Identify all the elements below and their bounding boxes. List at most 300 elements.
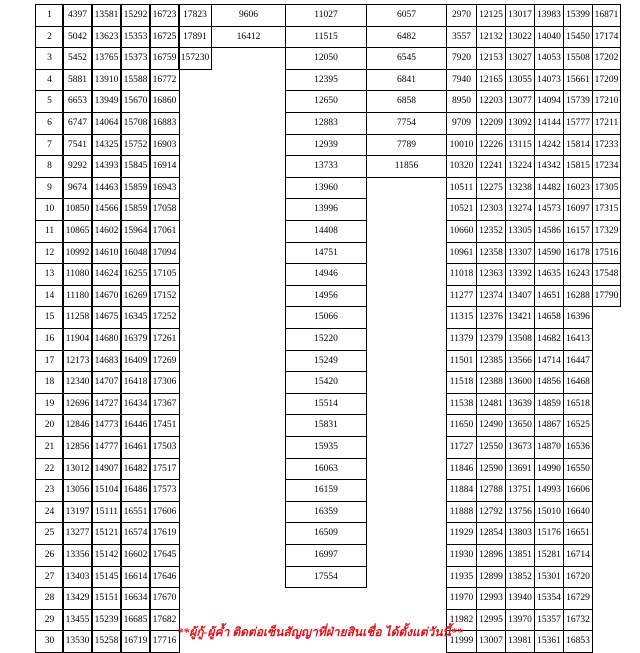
number-cell: 15739 [563, 90, 593, 113]
number-cell: 12395 [285, 69, 367, 92]
number-cell: 6482 [366, 26, 447, 49]
number-cell: 16772 [149, 69, 180, 92]
number-cell: 13403 [62, 566, 93, 589]
number-cell: 17503 [149, 436, 180, 459]
row-number-cell: 27 [35, 566, 64, 589]
number-cell: 13566 [505, 350, 535, 373]
row-number-cell: 30 [35, 630, 64, 653]
number-cell: 12939 [285, 134, 367, 157]
row-number-cell: 20 [35, 414, 64, 437]
number-cell: 16723 [149, 4, 180, 27]
number-cell: 11018 [446, 263, 477, 286]
number-cell: 16634 [120, 587, 151, 610]
number-cell: 13077 [505, 90, 535, 113]
number-cell: 3557 [446, 26, 477, 49]
number-cell: 15670 [120, 90, 151, 113]
row-number-cell: 28 [35, 587, 64, 610]
number-cell: 13017 [505, 4, 535, 27]
number-cell: 11027 [285, 4, 367, 27]
number-cell: 14777 [91, 436, 122, 459]
number-cell: 10850 [62, 198, 93, 221]
row-number-cell: 12 [35, 242, 64, 265]
number-cell: 10320 [446, 155, 477, 178]
number-cell: 7754 [366, 112, 447, 135]
number-cell: 16903 [149, 134, 180, 157]
number-cell: 11856 [366, 155, 447, 178]
number-cell: 15239 [91, 609, 122, 632]
number-cell: 13305 [505, 220, 535, 243]
number-cell: 16269 [120, 285, 151, 308]
number-cell: 15777 [563, 112, 593, 135]
number-cell: 17329 [592, 220, 621, 243]
number-cell: 17105 [149, 263, 180, 286]
number-cell: 17606 [149, 501, 180, 524]
number-cell: 9674 [62, 177, 93, 200]
number-cell: 16509 [285, 522, 367, 545]
number-cell: 10992 [62, 242, 93, 265]
number-cell: 12203 [476, 90, 506, 113]
number-cell: 13012 [62, 458, 93, 481]
number-cell: 15121 [91, 522, 122, 545]
number-cell: 13623 [91, 26, 122, 49]
number-cell: 13356 [62, 544, 93, 567]
number-cell: 12846 [62, 414, 93, 437]
number-cell: 7940 [446, 69, 477, 92]
number-cell: 17367 [149, 393, 180, 416]
number-cell: 17548 [592, 263, 621, 286]
number-cell: 15249 [285, 350, 367, 373]
number-cell: 12590 [476, 458, 506, 481]
number-cell: 15176 [534, 522, 564, 545]
number-cell: 12883 [285, 112, 367, 135]
number-cell: 13852 [505, 566, 535, 589]
number-cell: 16359 [285, 501, 367, 524]
number-cell: 13733 [285, 155, 367, 178]
number-cell: 17269 [149, 350, 180, 373]
number-cell: 16461 [120, 436, 151, 459]
number-cell: 15111 [91, 501, 122, 524]
number-cell: 15845 [120, 155, 151, 178]
number-cell: 14325 [91, 134, 122, 157]
row-number-cell: 7 [35, 134, 64, 157]
number-cell: 16606 [563, 479, 593, 502]
number-cell: 16714 [563, 544, 593, 567]
number-cell: 16412 [211, 26, 286, 49]
number-cell: 15292 [120, 4, 151, 27]
number-cell: 12993 [476, 587, 506, 610]
number-cell: 16418 [120, 371, 151, 394]
number-cell: 17211 [592, 112, 621, 135]
number-cell: 12550 [476, 436, 506, 459]
row-number-cell: 17 [35, 350, 64, 373]
row-number-cell: 21 [35, 436, 64, 459]
number-cell: 13851 [505, 544, 535, 567]
number-cell: 13960 [285, 177, 367, 200]
number-cell: 11501 [446, 350, 477, 373]
number-cell: 17058 [149, 198, 180, 221]
number-cell: 10511 [446, 177, 477, 200]
number-cell: 17202 [592, 47, 621, 70]
number-cell: 15281 [534, 544, 564, 567]
number-cell: 13115 [505, 134, 535, 157]
number-cell: 12165 [476, 69, 506, 92]
number-cell: 15815 [563, 155, 593, 178]
number-cell: 13650 [505, 414, 535, 437]
number-cell: 16871 [592, 4, 621, 27]
number-cell: 16551 [120, 501, 151, 524]
number-cell: 13600 [505, 371, 535, 394]
number-cell: 13392 [505, 263, 535, 286]
number-cell: 16396 [563, 306, 593, 329]
number-cell: 11277 [446, 285, 477, 308]
number-cell: 13421 [505, 306, 535, 329]
number-cell: 14482 [534, 177, 564, 200]
number-cell: 10961 [446, 242, 477, 265]
number-cell: 11538 [446, 393, 477, 416]
number-cell: 13581 [91, 4, 122, 27]
number-cell: 17061 [149, 220, 180, 243]
number-cell: 14990 [534, 458, 564, 481]
number-cell: 13981 [505, 630, 535, 653]
number-cell: 14751 [285, 242, 367, 265]
row-number-cell: 9 [35, 177, 64, 200]
number-cell: 16943 [149, 177, 180, 200]
number-cell: 12352 [476, 220, 506, 243]
number-cell: 14870 [534, 436, 564, 459]
number-cell: 15752 [120, 134, 151, 157]
number-cell: 16482 [120, 458, 151, 481]
number-cell: 13455 [62, 609, 93, 632]
number-cell: 15145 [91, 566, 122, 589]
number-cell: 12340 [62, 371, 93, 394]
number-cell: 14670 [91, 285, 122, 308]
number-cell: 16048 [120, 242, 151, 265]
number-cell: 13639 [505, 393, 535, 416]
number-cell: 13429 [62, 587, 93, 610]
row-number-cell: 4 [35, 69, 64, 92]
number-cell: 14682 [534, 328, 564, 351]
number-cell: 15399 [563, 4, 593, 27]
number-cell: 14658 [534, 306, 564, 329]
number-cell: 15258 [91, 630, 122, 653]
number-cell: 16434 [120, 393, 151, 416]
row-number-cell: 13 [35, 263, 64, 286]
number-cell: 12376 [476, 306, 506, 329]
number-cell: 16997 [285, 544, 367, 567]
number-cell: 13092 [505, 112, 535, 135]
number-cell: 11080 [62, 263, 93, 286]
number-cell: 14602 [91, 220, 122, 243]
number-cell: 14856 [534, 371, 564, 394]
number-cell: 7541 [62, 134, 93, 157]
number-cell: 14773 [91, 414, 122, 437]
number-cell: 17619 [149, 522, 180, 545]
number-cell: 16550 [563, 458, 593, 481]
number-cell: 12132 [476, 26, 506, 49]
number-cell: 14993 [534, 479, 564, 502]
number-cell: 16883 [149, 112, 180, 135]
number-cell: 12358 [476, 242, 506, 265]
number-cell: 17210 [592, 90, 621, 113]
number-cell: 12379 [476, 328, 506, 351]
number-cell: 14635 [534, 263, 564, 286]
number-cell: 13224 [505, 155, 535, 178]
number-cell: 15354 [534, 587, 564, 610]
number-cell: 14064 [91, 112, 122, 135]
number-cell: 11888 [446, 501, 477, 524]
number-cell: 13056 [62, 479, 93, 502]
number-cell: 16853 [563, 630, 593, 653]
number-cell: 11180 [62, 285, 93, 308]
number-cell: 16379 [120, 328, 151, 351]
number-cell: 14907 [91, 458, 122, 481]
number-cell: 14590 [534, 242, 564, 265]
number-cell: 11518 [446, 371, 477, 394]
number-cell: 17234 [592, 155, 621, 178]
number-cell: 15361 [534, 630, 564, 653]
number-cell: 15859 [120, 177, 151, 200]
number-cell: 16860 [149, 90, 180, 113]
number-cell: 15353 [120, 26, 151, 49]
number-cell: 12856 [62, 436, 93, 459]
number-cell: 12125 [476, 4, 506, 27]
number-cell: 13691 [505, 458, 535, 481]
number-cell: 14144 [534, 112, 564, 135]
number-cell: 15151 [91, 587, 122, 610]
number-cell: 12650 [285, 90, 367, 113]
number-cell: 15508 [563, 47, 593, 70]
row-number-cell: 15 [35, 306, 64, 329]
number-cell: 17670 [149, 587, 180, 610]
number-cell: 13996 [285, 198, 367, 221]
number-cell: 17554 [285, 566, 367, 589]
row-number-cell: 19 [35, 393, 64, 416]
number-cell: 14463 [91, 177, 122, 200]
row-number-cell: 24 [35, 501, 64, 524]
number-cell: 8950 [446, 90, 477, 113]
number-cell: 157230 [178, 47, 212, 70]
row-number-cell: 23 [35, 479, 64, 502]
number-cell: 16157 [563, 220, 593, 243]
number-cell: 15142 [91, 544, 122, 567]
number-cell: 12241 [476, 155, 506, 178]
number-cell: 11846 [446, 458, 477, 481]
number-cell: 11379 [446, 328, 477, 351]
number-cell: 12385 [476, 350, 506, 373]
number-cell: 13765 [91, 47, 122, 70]
number-cell: 17573 [149, 479, 180, 502]
number-cell: 16729 [563, 587, 593, 610]
number-cell: 10660 [446, 220, 477, 243]
number-cell: 16023 [563, 177, 593, 200]
number-cell: 12490 [476, 414, 506, 437]
row-number-cell: 25 [35, 522, 64, 545]
number-cell: 6545 [366, 47, 447, 70]
row-number-cell: 29 [35, 609, 64, 632]
number-cell: 16614 [120, 566, 151, 589]
number-cell: 13508 [505, 328, 535, 351]
number-cell: 11315 [446, 306, 477, 329]
number-cell: 16651 [563, 522, 593, 545]
number-cell: 13970 [505, 609, 535, 632]
number-cell: 15357 [534, 609, 564, 632]
number-cell: 13022 [505, 26, 535, 49]
number-cell: 15661 [563, 69, 593, 92]
number-cell: 12275 [476, 177, 506, 200]
number-cell: 13277 [62, 522, 93, 545]
number-cell: 12050 [285, 47, 367, 70]
number-cell: 16685 [120, 609, 151, 632]
number-cell: 15588 [120, 69, 151, 92]
number-cell: 16159 [285, 479, 367, 502]
number-cell: 5881 [62, 69, 93, 92]
number-cell: 5042 [62, 26, 93, 49]
number-cell: 16574 [120, 522, 151, 545]
number-cell: 10521 [446, 198, 477, 221]
number-cell: 17451 [149, 414, 180, 437]
number-cell: 12363 [476, 263, 506, 286]
number-cell: 16288 [563, 285, 593, 308]
number-cell: 11982 [446, 609, 477, 632]
number-cell: 5452 [62, 47, 93, 70]
number-cell: 10865 [62, 220, 93, 243]
number-cell: 12303 [476, 198, 506, 221]
number-cell: 11904 [62, 328, 93, 351]
number-cell: 17094 [149, 242, 180, 265]
number-cell: 11935 [446, 566, 477, 589]
number-cell: 17716 [149, 630, 180, 653]
number-cell: 16602 [120, 544, 151, 567]
number-cell: 16178 [563, 242, 593, 265]
number-cell: 17645 [149, 544, 180, 567]
number-cell: 12696 [62, 393, 93, 416]
number-cell: 15964 [120, 220, 151, 243]
number-cell: 16725 [149, 26, 180, 49]
number-cell: 13407 [505, 285, 535, 308]
number-cell: 13940 [505, 587, 535, 610]
number-cell: 12374 [476, 285, 506, 308]
number-cell: 14651 [534, 285, 564, 308]
number-cell: 15301 [534, 566, 564, 589]
number-cell: 15220 [285, 328, 367, 351]
number-cell: 17315 [592, 198, 621, 221]
number-cell: 16732 [563, 609, 593, 632]
number-cell: 15514 [285, 393, 367, 416]
number-cell: 15859 [120, 198, 151, 221]
number-cell: 11727 [446, 436, 477, 459]
number-cell: 13027 [505, 47, 535, 70]
number-cell: 15935 [285, 436, 367, 459]
number-cell: 9709 [446, 112, 477, 135]
row-number-cell: 6 [35, 112, 64, 135]
number-cell: 16243 [563, 263, 593, 286]
number-cell: 7920 [446, 47, 477, 70]
number-cell: 13007 [476, 630, 506, 653]
number-cell: 11884 [446, 479, 477, 502]
number-cell: 13910 [91, 69, 122, 92]
number-cell: 17233 [592, 134, 621, 157]
number-cell: 17517 [149, 458, 180, 481]
number-cell: 16345 [120, 306, 151, 329]
number-cell: 13673 [505, 436, 535, 459]
number-cell: 13949 [91, 90, 122, 113]
number-cell: 12173 [62, 350, 93, 373]
number-cell: 12153 [476, 47, 506, 70]
number-cell: 16446 [120, 414, 151, 437]
number-cell: 11515 [285, 26, 367, 49]
number-cell: 13238 [505, 177, 535, 200]
number-cell: 16447 [563, 350, 593, 373]
number-cell: 14040 [534, 26, 564, 49]
number-cell: 12854 [476, 522, 506, 545]
row-number-cell: 2 [35, 26, 64, 49]
number-cell: 16413 [563, 328, 593, 351]
number-cell: 13803 [505, 522, 535, 545]
number-cell: 11930 [446, 544, 477, 567]
number-cell: 13756 [505, 501, 535, 524]
number-cell: 14624 [91, 263, 122, 286]
number-cell: 14053 [534, 47, 564, 70]
number-cell: 16255 [120, 263, 151, 286]
row-number-cell: 16 [35, 328, 64, 351]
number-cell: 14573 [534, 198, 564, 221]
number-cell: 16640 [563, 501, 593, 524]
number-cell: 14714 [534, 350, 564, 373]
number-cell: 12995 [476, 609, 506, 632]
number-cell: 12788 [476, 479, 506, 502]
number-cell: 17252 [149, 306, 180, 329]
number-cell: 14610 [91, 242, 122, 265]
row-number-cell: 3 [35, 47, 64, 70]
number-cell: 12481 [476, 393, 506, 416]
number-cell: 15708 [120, 112, 151, 135]
number-cell: 6653 [62, 90, 93, 113]
row-number-cell: 1 [35, 4, 64, 27]
number-cell: 14342 [534, 155, 564, 178]
footer-note: **ผู้กู้-ผู้ค้ำ ติดต่อเซ็นสัญญาที่ฝ่ายสินเชื่อ ได้ตั้งแต่วันนี้** [177, 625, 463, 639]
number-cell: 14393 [91, 155, 122, 178]
number-cell: 17306 [149, 371, 180, 394]
number-cell: 17305 [592, 177, 621, 200]
number-cell: 16720 [563, 566, 593, 589]
row-number-cell: 26 [35, 544, 64, 567]
row-number-cell: 10 [35, 198, 64, 221]
row-number-cell: 5 [35, 90, 64, 113]
number-cell: 12226 [476, 134, 506, 157]
number-cell: 11929 [446, 522, 477, 545]
number-cell: 16468 [563, 371, 593, 394]
number-cell: 17516 [592, 242, 621, 265]
number-cell: 15420 [285, 371, 367, 394]
number-cell: 17209 [592, 69, 621, 92]
number-cell: 16409 [120, 350, 151, 373]
number-cell: 13197 [62, 501, 93, 524]
number-cell: 14566 [91, 198, 122, 221]
number-cell: 12209 [476, 112, 506, 135]
number-cell: 14242 [534, 134, 564, 157]
row-number-cell: 22 [35, 458, 64, 481]
number-cell: 17682 [149, 609, 180, 632]
row-number-cell: 11 [35, 220, 64, 243]
number-cell: 15066 [285, 306, 367, 329]
number-cell: 17823 [178, 4, 212, 27]
number-cell: 16525 [563, 414, 593, 437]
number-cell: 13055 [505, 69, 535, 92]
number-cell: 14680 [91, 328, 122, 351]
number-cell: 16486 [120, 479, 151, 502]
number-cell: 6057 [366, 4, 447, 27]
number-cell: 13983 [534, 4, 564, 27]
